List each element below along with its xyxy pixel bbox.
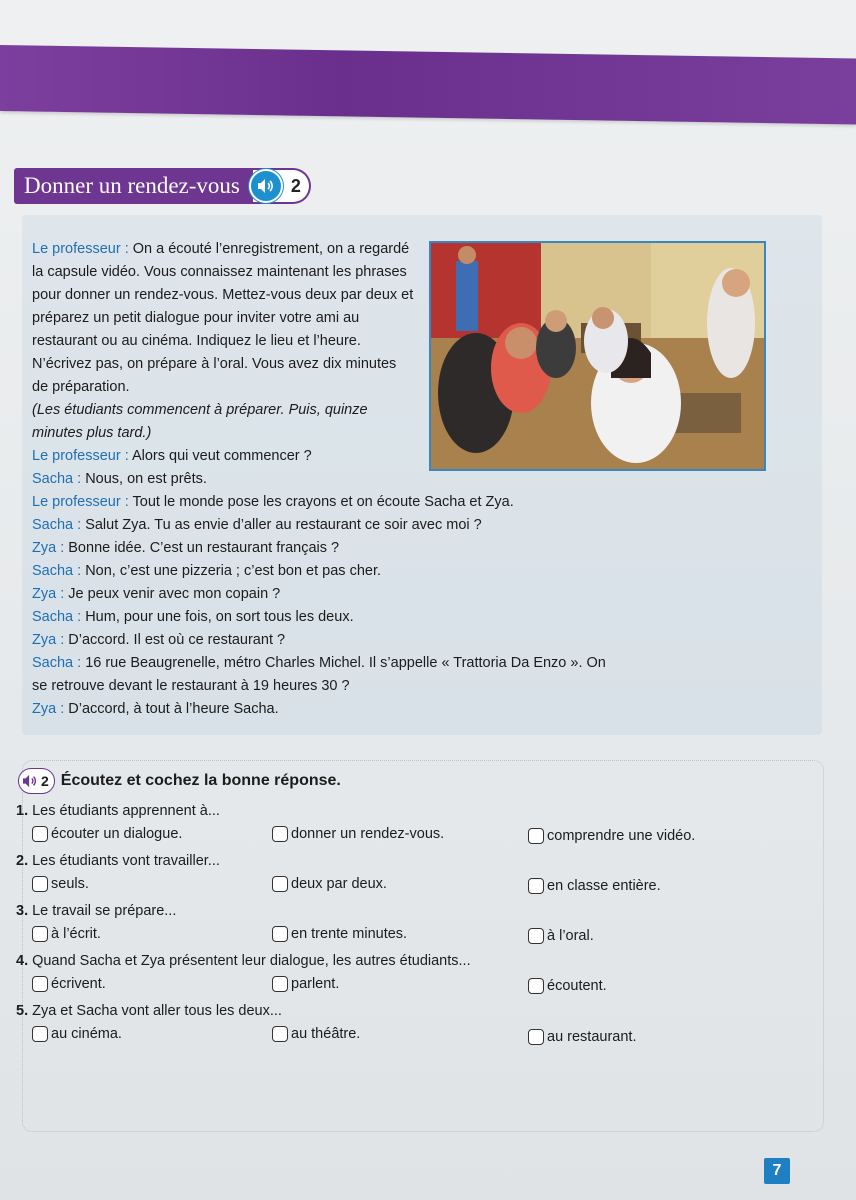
dialogue-line <box>32 238 416 399</box>
option-label: parlent. <box>291 976 340 992</box>
answer-option[interactable] <box>272 826 444 842</box>
dialogue-line <box>32 606 822 629</box>
section-title <box>14 168 311 204</box>
answer-option[interactable] <box>32 926 101 942</box>
checkbox[interactable] <box>32 1026 48 1042</box>
question-stem: Les étudiants vont travailler... <box>32 853 220 869</box>
speaker-name: Le professeur : <box>32 494 129 510</box>
dialogue-line <box>32 445 416 468</box>
option-label: au théâtre. <box>291 1026 361 1042</box>
speaker-name: Sacha : <box>32 609 82 625</box>
audio-track-badge[interactable] <box>253 168 311 204</box>
answer-option[interactable] <box>528 928 594 944</box>
section-title-label: Donner un rendez-vous <box>14 168 254 204</box>
speaker-name: Zya : <box>32 540 65 556</box>
dialogue-line <box>32 514 822 537</box>
dialogue-line-text: 16 rue Beaugrenelle, métro Charles Michel. Il s’appelle « Trattoria Da Enzo ». On <box>81 655 606 671</box>
dialogue-line <box>32 468 416 491</box>
dialogue-line <box>32 491 822 514</box>
question-2 <box>16 853 220 869</box>
option-label: écouter un dialogue. <box>51 826 183 842</box>
speaker-name: Le professeur : <box>32 241 129 257</box>
dialogue-line-continued <box>32 675 822 698</box>
question-number: 3. <box>16 903 29 919</box>
checkbox[interactable] <box>32 876 48 892</box>
question-number: 2. <box>16 853 29 869</box>
page-number: 7 <box>764 1158 790 1184</box>
option-label: au cinéma. <box>51 1026 122 1042</box>
dialogue-line-text: Tout le monde pose les crayons et on écoute Sacha et Zya. <box>128 494 514 510</box>
dialogue-line-text: Alors qui veut commencer ? <box>128 448 312 464</box>
dialogue-line-text: se retrouve devant le restaurant à 19 heures 30 ? <box>32 678 350 694</box>
dialogue-line-text: D’accord, à tout à l’heure Sacha. <box>64 701 279 717</box>
exercise-audio-number: 2 <box>41 773 49 789</box>
checkbox[interactable] <box>272 976 288 992</box>
question-1 <box>16 803 220 819</box>
speaker-name: Sacha : <box>32 471 82 487</box>
exercise-header <box>18 768 341 794</box>
dialogue-intro <box>32 238 416 491</box>
dialogue-line-text: Nous, on est prêts. <box>81 471 207 487</box>
speaker-name: Sacha : <box>32 563 82 579</box>
option-label: écrivent. <box>51 976 106 992</box>
checkbox[interactable] <box>528 828 544 844</box>
speaker-icon <box>22 774 38 788</box>
question-stem: Quand Sacha et Zya présentent leur dialogue, les autres étudiants... <box>32 953 471 969</box>
checkbox[interactable] <box>32 976 48 992</box>
checkbox[interactable] <box>272 926 288 942</box>
speaker-name: Zya : <box>32 701 65 717</box>
option-label: comprendre une vidéo. <box>547 828 696 844</box>
dialogue-line-text: Je peux venir avec mon copain ? <box>64 586 281 602</box>
checkbox[interactable] <box>32 826 48 842</box>
question-number: 5. <box>16 1003 29 1019</box>
option-label: à l’écrit. <box>51 926 101 942</box>
exercise-audio-badge[interactable] <box>18 768 55 794</box>
answer-option[interactable] <box>272 926 407 942</box>
answer-option[interactable] <box>32 826 182 842</box>
option-label: au restaurant. <box>547 1029 637 1045</box>
question-stem: Zya et Sacha vont aller tous les deux... <box>32 1003 282 1019</box>
dialogue-line <box>32 560 822 583</box>
answer-option[interactable] <box>272 1026 360 1042</box>
checkbox[interactable] <box>528 1029 544 1045</box>
speaker-name: Le professeur : <box>32 448 129 464</box>
dialogue-line-text: On a écouté l’enregistrement, on a regardé la capsule vidéo. Vous connaissez maintenant les phrases pour donner un rendez-vous. Mettez-vous deux par deux et préparez un petit dialogue pour inviter votre ami au restaurant ou au cinéma. Indiquez le lieu et l’heure. N’écrivez pas, on prépare à l’oral. Vous avez dix minutes de préparation. <box>32 241 414 395</box>
question-5 <box>16 1003 282 1019</box>
dialogue-line-text: Hum, pour une fois, on sort tous les deux. <box>81 609 354 625</box>
answer-option[interactable] <box>528 1029 636 1045</box>
answer-option[interactable] <box>32 976 106 992</box>
dialogue-line-text: Bonne idée. C’est un restaurant français ? <box>64 540 340 556</box>
checkbox[interactable] <box>32 926 48 942</box>
speaker-name: Zya : <box>32 586 65 602</box>
answer-option[interactable] <box>528 828 695 844</box>
dialogue-line-text: D’accord. Il est où ce restaurant ? <box>64 632 286 648</box>
checkbox[interactable] <box>528 928 544 944</box>
question-number: 1. <box>16 803 29 819</box>
dialogue-line-text: Non, c’est une pizzeria ; c’est bon et pas cher. <box>81 563 381 579</box>
checkbox[interactable] <box>272 1026 288 1042</box>
option-label: deux par deux. <box>291 876 387 892</box>
option-label: seuls. <box>51 876 89 892</box>
dialogue-line-text: Salut Zya. Tu as envie d’aller au restaurant ce soir avec moi ? <box>81 517 482 533</box>
exercise-instruction: Écoutez et cochez la bonne réponse. <box>60 772 341 789</box>
question-4 <box>16 953 471 969</box>
answer-option[interactable] <box>32 876 89 892</box>
question-number: 4. <box>16 953 29 969</box>
dialogue-text <box>32 238 822 721</box>
dialogue-line <box>32 652 822 675</box>
option-label: à l’oral. <box>547 928 594 944</box>
question-stem: Les étudiants apprennent à... <box>32 803 220 819</box>
speaker-icon <box>249 169 283 203</box>
answer-option[interactable] <box>32 1026 122 1042</box>
checkbox[interactable] <box>528 878 544 894</box>
stage-direction-text: (Les étudiants commencent à préparer. Puis, quinze minutes plus tard.) <box>32 402 368 441</box>
dialogue-line <box>32 629 822 652</box>
answer-option[interactable] <box>272 976 339 992</box>
option-label: en classe entière. <box>547 878 661 894</box>
answer-option[interactable] <box>528 978 607 994</box>
answer-option[interactable] <box>272 876 387 892</box>
speaker-name: Zya : <box>32 632 65 648</box>
speaker-name: Sacha : <box>32 655 82 671</box>
checkbox[interactable] <box>272 826 288 842</box>
question-stem: Le travail se prépare... <box>32 903 177 919</box>
option-label: en trente minutes. <box>291 926 408 942</box>
dialogue-line <box>32 537 822 560</box>
speaker-name: Sacha : <box>32 517 82 533</box>
header-banner <box>0 45 856 124</box>
dialogue-line <box>32 583 822 606</box>
checkbox[interactable] <box>272 876 288 892</box>
checkbox[interactable] <box>528 978 544 994</box>
option-label: donner un rendez-vous. <box>291 826 445 842</box>
audio-track-number: 2 <box>290 175 301 196</box>
stage-direction <box>32 399 416 445</box>
answer-option[interactable] <box>528 878 661 894</box>
option-label: écoutent. <box>547 978 607 994</box>
question-3 <box>16 903 176 919</box>
dialogue-line <box>32 698 822 721</box>
